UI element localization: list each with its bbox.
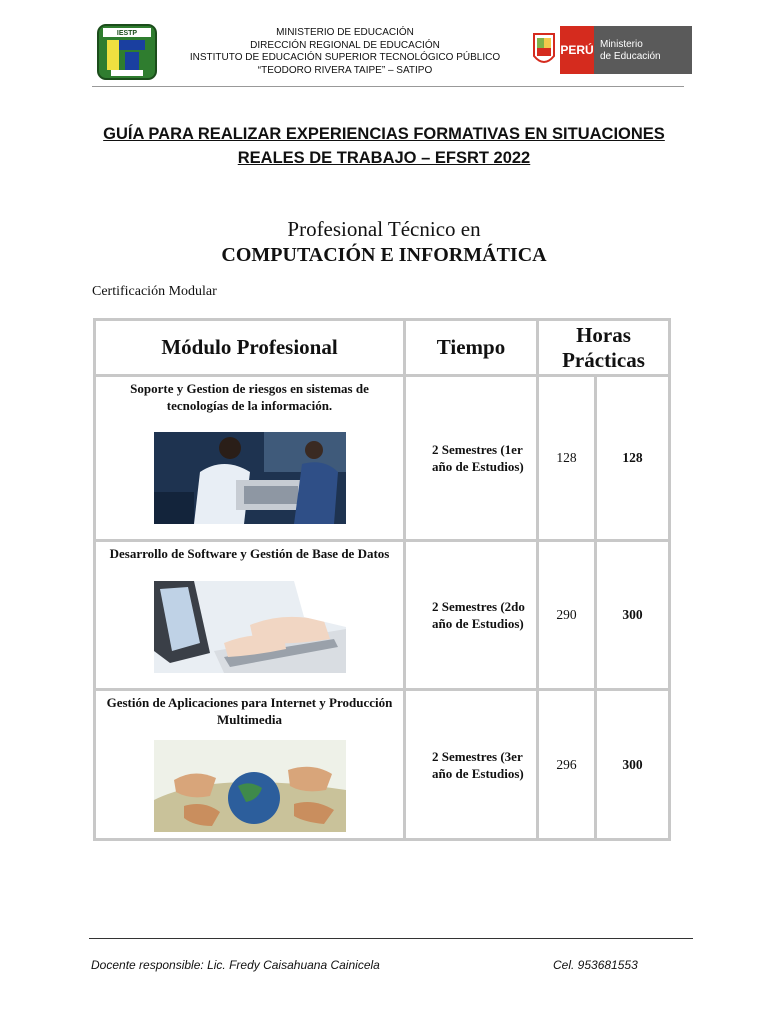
hours-total-cell: 128 [596, 376, 670, 541]
header-line: MINISTERIO DE EDUCACIÓN [276, 27, 414, 38]
table-header-row [95, 320, 670, 376]
header-divider [92, 86, 684, 87]
svg-text:IESTP: IESTP [116, 30, 138, 37]
table-row [95, 376, 670, 541]
keyboard-photo [154, 581, 346, 673]
hours-cell: 128 [538, 376, 596, 541]
ministry-line2: de Educación [600, 51, 661, 62]
header-line: INSTITUTO DE EDUCACIÓN SUPERIOR TECNOLÓGICO PÚBLICO [189, 52, 501, 63]
guide-title-line1: GUÍA PARA REALIZAR EXPERIENCIAS FORMATIVAS EN SITUACIONES [103, 125, 665, 143]
module-name: Gestión de Aplicaciones para Internet y Producción Multimedia [106, 695, 393, 727]
program-title-line2: COMPUTACIÓN E INFORMÁTICA [221, 244, 547, 266]
module-cell [95, 690, 405, 840]
header-hours: Horas Prácticas [538, 320, 670, 376]
time-cell: 2 Semestres (2do año de Estudios) [405, 541, 538, 690]
header-line: “TEODORO RIVERA TAIPE” – SATIPO [257, 64, 433, 76]
ministry-logo [528, 26, 692, 74]
header-time: Tiempo [405, 320, 538, 376]
time-cell: 2 Semestres (1er año de Estudios) [405, 376, 538, 541]
header-module: Módulo Profesional [95, 320, 405, 376]
peru-text: PERÚ [560, 43, 594, 57]
hours-cell: 296 [538, 690, 596, 840]
footer-phone: Cel. 953681553 [553, 958, 638, 972]
hours-total-cell: 300 [596, 690, 670, 840]
program-title-line1: Profesional Técnico en [287, 217, 481, 241]
footer-teacher: Docente responsible: Lic. Fredy Caisahuana Cainicela [91, 958, 380, 972]
time-cell: 2 Semestres (3er año de Estudios) [405, 690, 538, 840]
institute-logo [97, 24, 157, 80]
hours-cell: 290 [538, 541, 596, 690]
certification-label: Certificación Modular [92, 284, 217, 299]
footer-divider [89, 938, 693, 939]
module-cell [95, 541, 405, 690]
ministry-line1: Ministerio [600, 39, 643, 50]
header-line: DIRECCIÓN REGIONAL DE EDUCACIÓN [250, 39, 440, 51]
module-name: Desarrollo de Software y Gestión de Base de Datos [109, 546, 390, 561]
guide-title [60, 122, 708, 170]
table-row [95, 541, 670, 690]
module-name: Soporte y Gestion de riesgos en sistemas de tecnologías de la información. [130, 381, 369, 413]
guide-title-line2: REALES DE TRABAJO – EFSRT 2022 [237, 149, 531, 167]
module-cell [95, 376, 405, 541]
header-institution [180, 27, 510, 77]
modules-table [93, 318, 671, 841]
table-row [95, 690, 670, 840]
hours-total-cell: 300 [596, 541, 670, 690]
technicians-photo [154, 432, 346, 524]
internet-globe-photo [154, 740, 346, 832]
program-title [100, 216, 668, 268]
